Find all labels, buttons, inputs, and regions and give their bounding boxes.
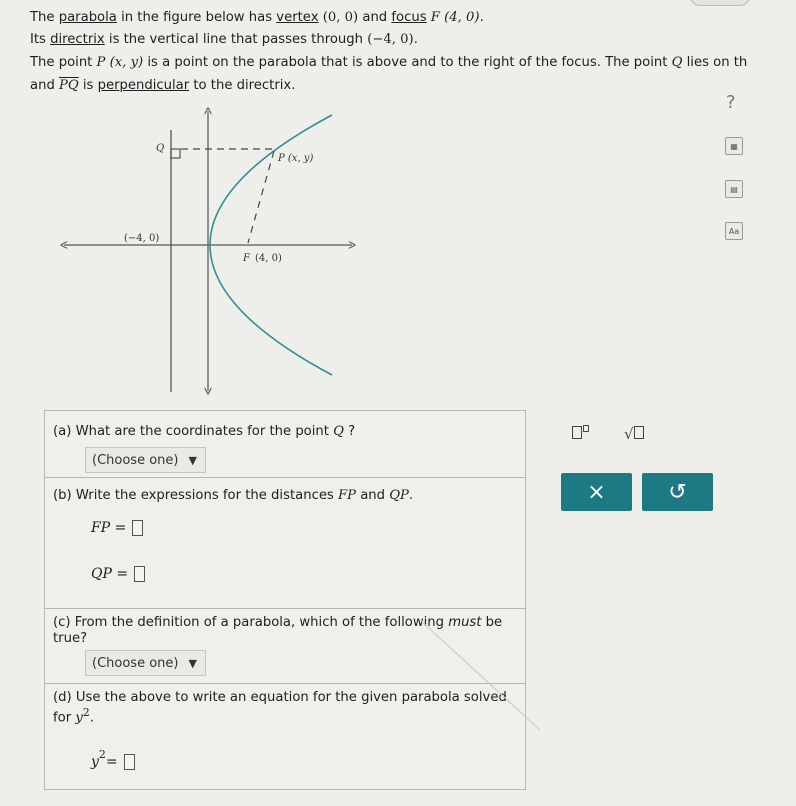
dropdown-c[interactable]: (Choose one) ▼ [85,650,206,676]
text-size-icon[interactable]: Aa [725,222,743,240]
question-d-line1: (d) Use the above to write an equation for the given parabola solved [53,690,507,705]
link-perpendicular[interactable]: perpendicular [97,78,190,93]
undo-button[interactable]: ↺ [642,473,713,511]
problem-line-2: Its directrix is the vertical line that passes through (−4, 0). [30,32,418,47]
right-angle-marker [171,149,180,158]
problem-line-1: The parabola in the figure below has vertex (0, 0) and focus F (4, 0). [30,10,484,25]
clear-button[interactable]: × [561,473,632,511]
input-y2[interactable] [124,754,135,770]
top-tab [690,0,750,6]
help-icon[interactable]: ? [726,92,736,113]
question-panel [44,410,526,790]
label-P: P (x, y) [278,153,314,164]
question-b-text: (b) Write the expressions for the distances FP and QP. [53,488,414,503]
label-Q: Q [156,143,165,154]
label-F: F [243,253,250,264]
sqrt-button[interactable]: √ [624,425,644,443]
question-c-line1: (c) From the definition of a parabola, which of the following must be [53,615,503,630]
link-vertex[interactable]: vertex [276,10,319,25]
question-d-line2: for $y^2$. [53,706,94,726]
question-c-line2: true? [53,631,88,646]
link-directrix[interactable]: directrix [50,32,105,47]
eq-y2: y $^2$ = [91,754,135,770]
question-a-text: (a) What are the coordinates for the point Q ? [53,424,356,439]
link-parabola[interactable]: parabola [58,10,117,25]
parabola-graph [60,105,360,400]
section-a [45,411,525,477]
dropdown-a[interactable]: (Choose one) ▼ [85,447,206,473]
input-FP[interactable] [132,520,143,536]
label-F-coord: (4, 0) [255,253,282,264]
decorative-diagonal [420,620,540,730]
section-b [45,477,525,608]
eq-QP: QP = [91,566,145,582]
link-focus[interactable]: focus [391,10,427,25]
data-table-icon[interactable]: ▤ [725,180,743,198]
exponent-button[interactable] [572,425,589,443]
label-neg4: (−4, 0) [124,233,160,244]
segment-FP [248,151,274,243]
eq-FP: FP = [91,520,143,536]
calculator-icon[interactable]: ▦ [725,137,743,155]
problem-line-3: The point P (x, y) is a point on the parabola that is above and to the right of the focus. The point Q lies on th [30,55,748,70]
problem-line-4: and $\overline{PQ}$ is perpendicular to the directrix. [30,78,296,93]
input-QP[interactable] [134,566,145,582]
